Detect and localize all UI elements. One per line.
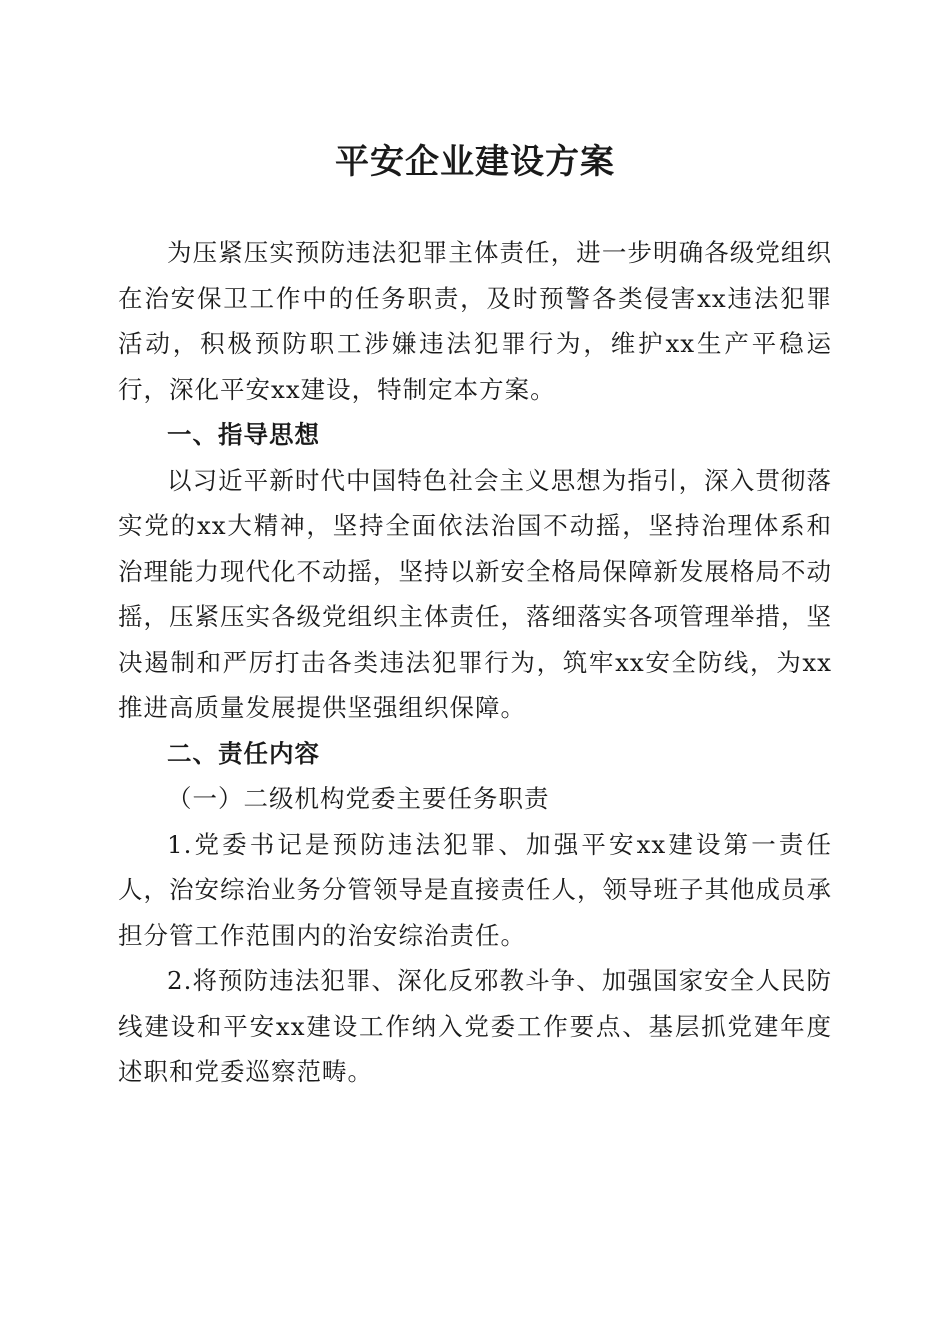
document-body — [118, 230, 832, 1095]
responsibility-item-1: 1.党委书记是预防违法犯罪、加强平安xx建设第一责任人，治安综治业务分管领导是直接责任人，领导班子其他成员承担分管工作范围内的治安综治责任。 — [118, 829, 832, 950]
section-heading-responsibilities: 二、责任内容 — [167, 738, 320, 768]
subsection-heading-party-committee: （一）二级机构党委主要任务职责 — [167, 784, 550, 813]
intro-paragraph: 为压紧压实预防违法犯罪主体责任，进一步明确各级党组织在治安保卫工作中的任务职责，及时预警各类侵害xx违法犯罪活动，积极预防职工涉嫌违法犯罪行为，维护xx生产平稳运行，深化平安xx建设，特制定本方案。 — [118, 238, 832, 404]
guiding-ideology-paragraph: 以习近平新时代中国特色社会主义思想为指引，深入贯彻落实党的xx大精神，坚持全面依法治国不动摇，坚持治理体系和治理能力现代化不动摇，坚持以新安全格局保障新发展格局不动摇，压紧压实各级党组织主体责任，落细落实各项管理举措，坚决遏制和严厉打击各类违法犯罪行为，筑牢xx安全防线，为xx推进高质量发展提供坚强组织保障。 — [118, 465, 832, 722]
section-heading-guiding-ideology: 一、指导思想 — [167, 420, 320, 449]
document-title: 平安企业建设方案 — [335, 142, 615, 182]
responsibility-item-2: 2.将预防违法犯罪、深化反邪教斗争、加强国家安全人民防线建设和平安xx建设工作纳入党委工作要点、基层抓党建年度述职和党委巡察范畴。 — [118, 966, 832, 1086]
